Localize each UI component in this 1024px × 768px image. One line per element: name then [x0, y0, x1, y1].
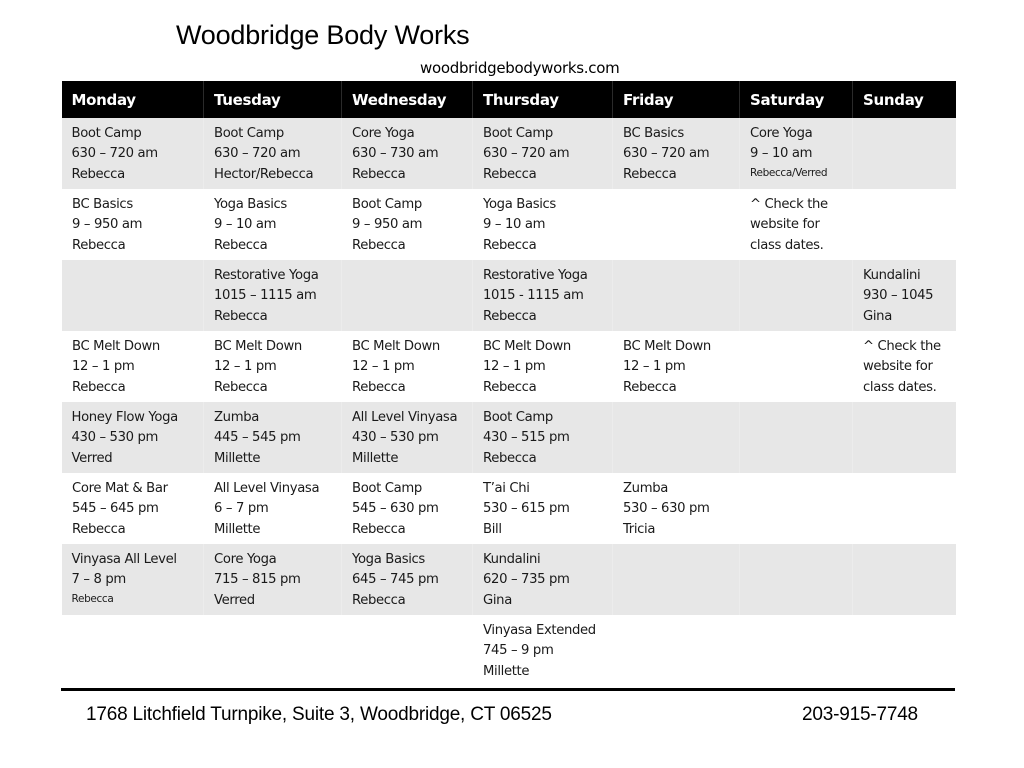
class-instructor: Verred — [71, 450, 113, 466]
class-cell — [342, 402, 473, 473]
class-name: Yoga Basics — [352, 552, 425, 567]
bottom-divider — [61, 688, 955, 691]
class-cell — [342, 189, 473, 260]
column-header-sunday: Sunday — [853, 81, 956, 118]
column-header-tuesday: Tuesday — [204, 81, 342, 118]
class-cell — [62, 189, 204, 260]
class-time: 1015 - 1115 am — [483, 288, 584, 304]
column-header-friday: Friday — [613, 81, 740, 118]
class-name: Honey Flow Yoga — [71, 410, 178, 425]
class-time: 445 – 545 pm — [214, 430, 301, 446]
class-cell — [613, 331, 740, 402]
column-header-saturday: Saturday — [740, 81, 853, 118]
class-instructor: Gina — [863, 308, 892, 324]
class-name: Core Yoga — [352, 126, 415, 141]
class-instructor: Rebecca — [72, 379, 126, 395]
empty-cell — [853, 544, 956, 615]
class-cell — [473, 544, 613, 615]
class-name: Vinyasa Extended — [483, 623, 596, 638]
class-cell — [473, 615, 613, 686]
class-time: 630 – 720 am — [71, 146, 158, 162]
class-cell — [204, 544, 342, 615]
class-instructor: Bill — [483, 521, 502, 537]
class-time: 12 – 1 pm — [483, 359, 546, 375]
class-name: Kundalini — [483, 552, 541, 567]
note-cell — [740, 189, 853, 260]
class-name: Restorative Yoga — [214, 268, 319, 283]
class-instructor: Hector/Rebecca — [214, 166, 314, 182]
class-cell — [62, 402, 204, 473]
empty-cell — [740, 544, 853, 615]
class-name: BC Melt Down — [72, 339, 160, 354]
class-time: 430 – 515 pm — [483, 430, 570, 446]
class-instructor: Verred — [214, 592, 255, 608]
class-cell — [473, 331, 613, 402]
class-cell — [342, 473, 473, 544]
note-line: class dates. — [863, 379, 937, 395]
empty-cell — [613, 615, 740, 686]
class-instructor: Rebecca — [483, 308, 537, 324]
class-name: Boot Camp — [214, 126, 284, 141]
empty-cell — [613, 189, 740, 260]
class-time: 9 – 950 am — [72, 217, 143, 233]
empty-cell — [342, 260, 473, 331]
class-time: 620 – 735 pm — [483, 572, 570, 588]
class-cell — [204, 331, 342, 402]
class-instructor: Millette — [352, 450, 399, 466]
class-instructor: Rebecca — [352, 237, 406, 253]
class-instructor: Millette — [214, 521, 261, 537]
class-name: All Level Vinyasa — [352, 410, 458, 425]
class-time: 545 – 645 pm — [72, 501, 159, 517]
note-line: website for — [863, 359, 933, 375]
class-cell — [62, 118, 204, 189]
class-name: BC Melt Down — [352, 339, 440, 354]
empty-cell — [740, 260, 853, 331]
class-name: Restorative Yoga — [483, 268, 588, 283]
class-time: 530 – 615 pm — [483, 501, 570, 517]
class-instructor: Rebecca — [352, 521, 406, 537]
class-instructor: Rebecca — [483, 379, 537, 395]
empty-cell — [204, 615, 342, 686]
page-title: Woodbridge Body Works — [176, 20, 470, 50]
table-row — [62, 331, 956, 402]
table-row — [62, 260, 956, 331]
empty-cell — [342, 615, 473, 686]
class-instructor: Rebecca — [214, 237, 268, 253]
class-time: 9 – 10 am — [750, 146, 813, 162]
class-instructor: Rebecca — [214, 379, 268, 395]
class-name: Kundalini — [863, 268, 921, 283]
class-time: 745 – 9 pm — [483, 643, 554, 659]
empty-cell — [853, 118, 956, 189]
class-instructor: Rebecca — [71, 592, 114, 605]
class-name: All Level Vinyasa — [214, 481, 320, 496]
class-cell — [342, 331, 473, 402]
class-time: 12 – 1 pm — [623, 359, 686, 375]
column-header-wednesday: Wednesday — [342, 81, 473, 118]
studio-address: 1768 Litchfield Turnpike, Suite 3, Woodbridge, CT 06525 — [86, 704, 552, 725]
empty-cell — [613, 544, 740, 615]
class-name: Zumba — [623, 481, 668, 496]
class-name: BC Basics — [72, 197, 133, 212]
note-line: ^ Check the — [750, 197, 828, 212]
class-instructor: Rebecca — [72, 521, 126, 537]
table-row — [62, 402, 956, 473]
class-schedule-table — [61, 81, 956, 686]
class-name: Core Mat & Bar — [72, 481, 168, 496]
class-name: Core Yoga — [750, 126, 813, 141]
class-time: 715 – 815 pm — [214, 572, 301, 588]
column-header-thursday: Thursday — [473, 81, 613, 118]
class-time: 9 – 10 am — [214, 217, 277, 233]
class-time: 1015 – 1115 am — [214, 288, 317, 304]
class-time: 9 – 950 am — [352, 217, 423, 233]
class-cell — [204, 473, 342, 544]
class-time: 630 – 720 am — [623, 146, 710, 162]
class-name: Vinyasa All Level — [71, 552, 177, 567]
empty-cell — [613, 260, 740, 331]
class-time: 430 – 530 pm — [71, 430, 159, 446]
class-time: 12 – 1 pm — [214, 359, 277, 375]
class-instructor: Rebecca/Verred — [750, 166, 828, 179]
class-instructor: Rebecca — [483, 450, 537, 466]
empty-cell — [853, 615, 956, 686]
empty-cell — [740, 615, 853, 686]
class-name: Yoga Basics — [214, 197, 287, 212]
class-time: 530 – 630 pm — [623, 501, 710, 517]
class-cell — [204, 189, 342, 260]
class-time: 12 – 1 pm — [352, 359, 415, 375]
column-header-monday: Monday — [62, 81, 204, 118]
class-cell — [740, 118, 853, 189]
class-instructor: Rebecca — [623, 379, 677, 395]
class-instructor: Rebecca — [483, 237, 537, 253]
class-time: 645 – 745 pm — [352, 572, 439, 588]
class-cell — [473, 118, 613, 189]
class-cell — [473, 402, 613, 473]
table-row — [62, 544, 956, 615]
class-instructor: Millette — [214, 450, 261, 466]
class-name: Boot Camp — [71, 126, 142, 141]
empty-cell — [740, 473, 853, 544]
studio-phone: 203-915-7748 — [802, 704, 918, 725]
class-cell — [473, 260, 613, 331]
website-link[interactable]: woodbridgebodyworks.com — [420, 59, 620, 77]
class-name: Core Yoga — [214, 552, 277, 567]
empty-cell — [740, 331, 853, 402]
class-cell — [62, 544, 204, 615]
class-instructor: Millette — [483, 663, 530, 679]
empty-cell — [62, 615, 204, 686]
class-cell — [473, 473, 613, 544]
class-name: BC Melt Down — [483, 339, 571, 354]
class-name: Boot Camp — [352, 481, 422, 496]
note-line: ^ Check the — [863, 339, 941, 354]
class-instructor: Rebecca — [623, 166, 677, 182]
class-name: T’ai Chi — [483, 481, 530, 496]
table-row — [62, 189, 956, 260]
class-time: 630 – 730 am — [352, 146, 439, 162]
class-instructor: Rebecca — [483, 166, 537, 182]
class-instructor: Rebecca — [72, 237, 126, 253]
class-cell — [62, 473, 204, 544]
class-cell — [473, 189, 613, 260]
class-time: 630 – 720 am — [214, 146, 301, 162]
class-instructor: Rebecca — [352, 166, 406, 182]
class-name: BC Melt Down — [623, 339, 711, 354]
class-name: Yoga Basics — [483, 197, 556, 212]
class-instructor: Rebecca — [71, 166, 125, 182]
class-instructor: Rebecca — [214, 308, 268, 324]
table-row — [62, 615, 956, 686]
class-name: Boot Camp — [352, 197, 422, 212]
class-instructor: Rebecca — [352, 592, 406, 608]
class-name: BC Melt Down — [214, 339, 302, 354]
class-time: 6 – 7 pm — [214, 501, 269, 517]
empty-cell — [613, 402, 740, 473]
table-row — [62, 118, 956, 189]
class-instructor: Rebecca — [352, 379, 406, 395]
empty-cell — [853, 473, 956, 544]
class-time: 545 – 630 pm — [352, 501, 439, 517]
note-line: class dates. — [750, 237, 824, 253]
note-line: website for — [750, 217, 820, 233]
class-name: Boot Camp — [483, 126, 553, 141]
class-cell — [613, 118, 740, 189]
class-time: 430 – 530 pm — [352, 430, 439, 446]
class-cell — [204, 402, 342, 473]
class-cell — [204, 118, 342, 189]
empty-cell — [853, 402, 956, 473]
class-instructor: Gina — [483, 592, 512, 608]
class-time: 7 – 8 pm — [71, 572, 126, 588]
class-name: BC Basics — [623, 126, 684, 141]
class-cell — [342, 118, 473, 189]
class-time: 630 – 720 am — [483, 146, 570, 162]
class-cell — [62, 331, 204, 402]
class-name: Boot Camp — [483, 410, 553, 425]
note-cell — [853, 331, 956, 402]
class-name: Zumba — [214, 410, 259, 425]
table-row — [62, 473, 956, 544]
class-cell — [853, 260, 956, 331]
class-cell — [204, 260, 342, 331]
empty-cell — [853, 189, 956, 260]
class-instructor: Tricia — [623, 521, 656, 537]
class-cell — [613, 473, 740, 544]
class-time: 930 – 1045 — [863, 288, 934, 304]
empty-cell — [740, 402, 853, 473]
class-time: 9 – 10 am — [483, 217, 546, 233]
empty-cell — [62, 260, 204, 331]
class-cell — [342, 544, 473, 615]
table-header-row — [62, 81, 956, 118]
class-time: 12 – 1 pm — [72, 359, 135, 375]
